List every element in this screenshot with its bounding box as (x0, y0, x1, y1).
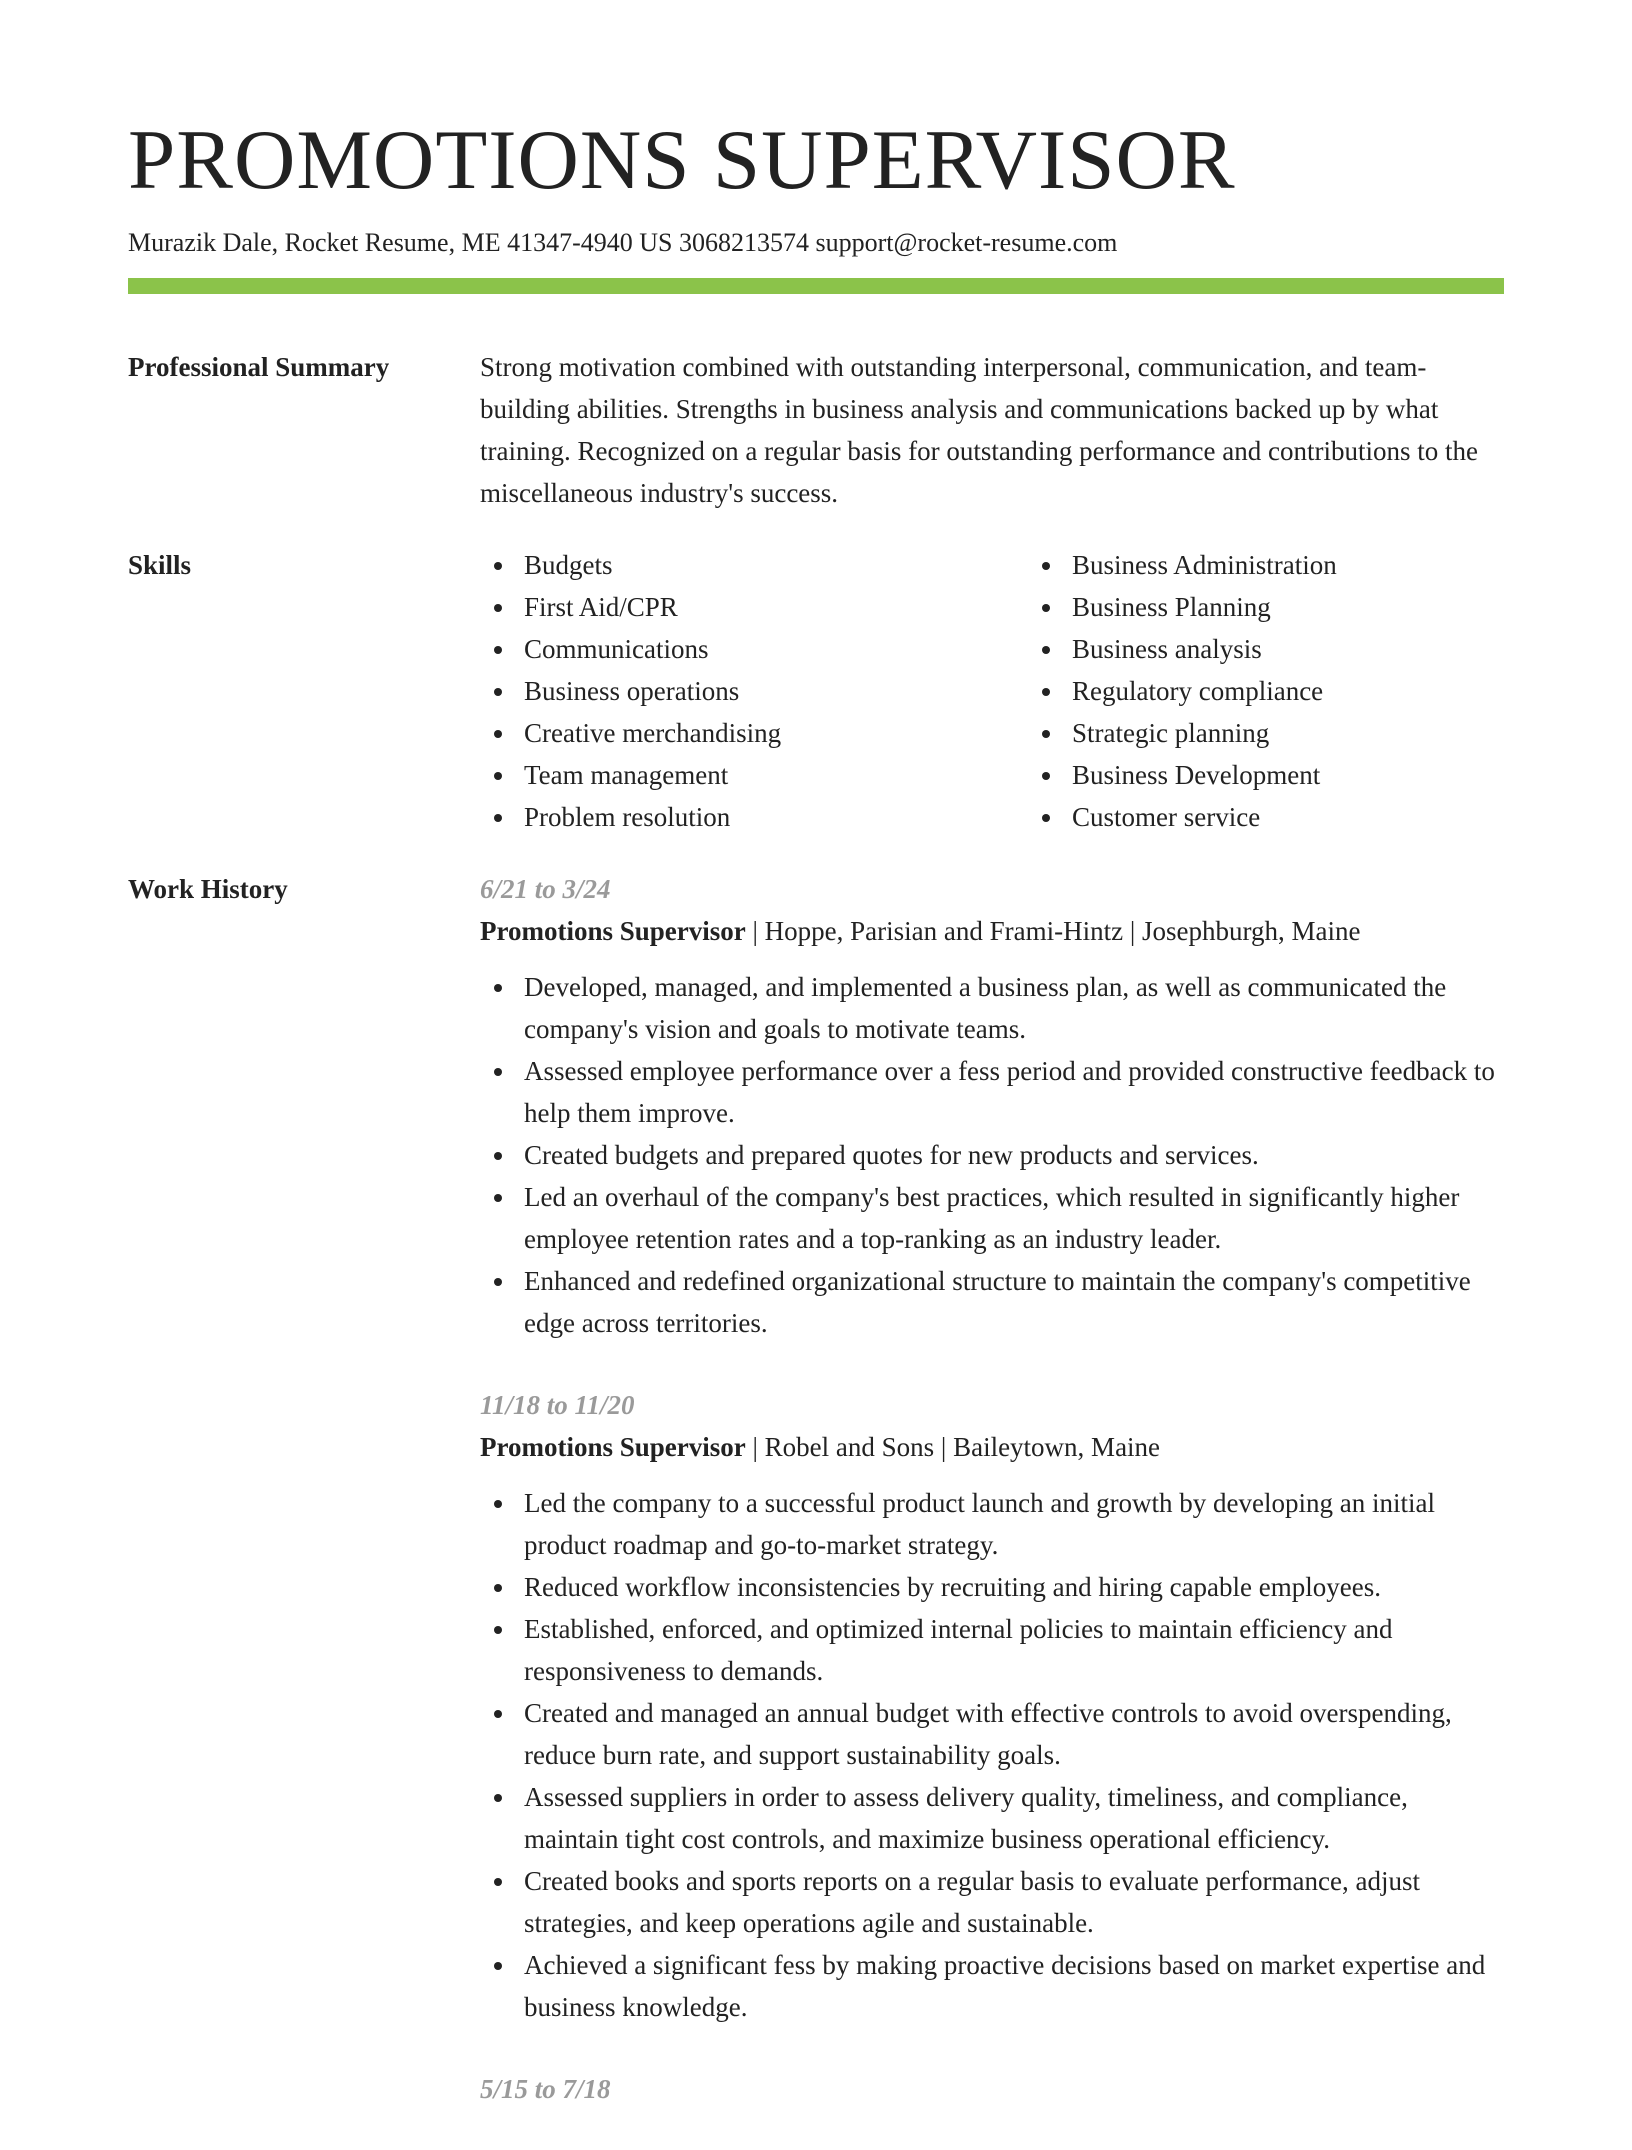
summary-text: Strong motivation combined with outstanding interpersonal, communication, and team-building abilities. Strengths in business analysis and communications backed up by what training. Recognized on a regular basis for outstanding performance and contributions to the miscellaneous industry's success. (480, 352, 1478, 509)
job-dates: 11/18 to 11/20 (480, 1390, 635, 1421)
skill-item: Business Development (1072, 754, 1576, 796)
work-history-section (128, 868, 1504, 2150)
job-header (480, 910, 1504, 952)
work-history-body (480, 868, 1504, 2150)
job-header (480, 1426, 1504, 1468)
skill-item: Team management (524, 754, 1028, 796)
job-bullet: Established, enforced, and optimized internal policies to maintain efficiency and responsiveness to demands. (524, 1608, 1504, 1692)
job-bullet: Created budgets and prepared quotes for new products and services. (524, 1134, 1504, 1176)
work-history-heading: Work History (128, 874, 288, 905)
job-bullet: Created and managed an annual budget with effective controls to avoid overspending, reduce burn rate, and support sustainability goals. (524, 1692, 1504, 1776)
job-bullet: Reduced workflow inconsistencies by recruiting and hiring capable employees. (524, 1566, 1504, 1608)
job-bullet: Led an overhaul of the company's best practices, which resulted in significantly higher employee retention rates and a top-ranking as an industry leader. (524, 1176, 1504, 1260)
job-entry (480, 2068, 1504, 2110)
job-title: Promotions Supervisor (480, 1432, 746, 1463)
job-bullet: Led the company to a successful product launch and growth by developing an initial product roadmap and go-to-market strategy. (524, 1482, 1504, 1566)
skill-item: Business operations (524, 670, 1028, 712)
skill-item: Business Administration (1072, 544, 1576, 586)
skill-item: First Aid/CPR (524, 586, 1028, 628)
accent-divider (128, 278, 1504, 294)
contact-line: Murazik Dale, Rocket Resume, ME 41347-4940 US 3068213574 support@rocket-resume.com (128, 228, 1118, 257)
skill-item: Customer service (1072, 796, 1576, 838)
job-title: Promotions Supervisor (480, 916, 746, 947)
summary-body (480, 346, 1504, 514)
job-bullet: Enhanced and redefined organizational structure to maintain the company's competitive edge across territories. (524, 1260, 1504, 1344)
skill-item: Communications (524, 628, 1028, 670)
job-bullet: Developed, managed, and implemented a business plan, as well as communicated the company's vision and goals to motivate teams. (524, 966, 1504, 1050)
skills-body (480, 544, 1576, 838)
job-bullet: Created books and sports reports on a regular basis to evaluate performance, adjust strategies, and keep operations agile and sustainable. (524, 1860, 1504, 1944)
skill-item: Business Planning (1072, 586, 1576, 628)
resume-title: PROMOTIONS SUPERVISOR (128, 113, 1236, 207)
job-bullets (480, 1482, 1504, 2028)
job-bullet: Assessed employee performance over a fess period and provided constructive feedback to help them improve. (524, 1050, 1504, 1134)
skills-section (128, 544, 1504, 838)
job-employer-location: | Hoppe, Parisian and Frami-Hintz | Josephburgh, Maine (745, 916, 1361, 947)
skill-item: Creative merchandising (524, 712, 1028, 754)
summary-heading: Professional Summary (128, 352, 390, 383)
skills-heading: Skills (128, 550, 192, 581)
job-dates: 5/15 to 7/18 (480, 2074, 611, 2105)
job-entry (480, 868, 1504, 1344)
skills-list-right (1028, 544, 1576, 838)
summary-section (128, 346, 1504, 514)
job-dates: 6/21 to 3/24 (480, 874, 611, 905)
skill-item: Budgets (524, 544, 1028, 586)
job-entry (480, 1384, 1504, 2028)
skill-item: Strategic planning (1072, 712, 1576, 754)
skill-item: Regulatory compliance (1072, 670, 1576, 712)
job-bullet: Achieved a significant fess by making proactive decisions based on market expertise and business knowledge. (524, 1944, 1504, 2028)
job-employer-location: | Robel and Sons | Baileytown, Maine (745, 1432, 1161, 1463)
job-bullets (480, 966, 1504, 1344)
skill-item: Problem resolution (524, 796, 1028, 838)
job-bullet: Assessed suppliers in order to assess delivery quality, timeliness, and compliance, maintain tight cost controls, and maximize business operational efficiency. (524, 1776, 1504, 1860)
skills-list-left (480, 544, 1028, 838)
skill-item: Business analysis (1072, 628, 1576, 670)
